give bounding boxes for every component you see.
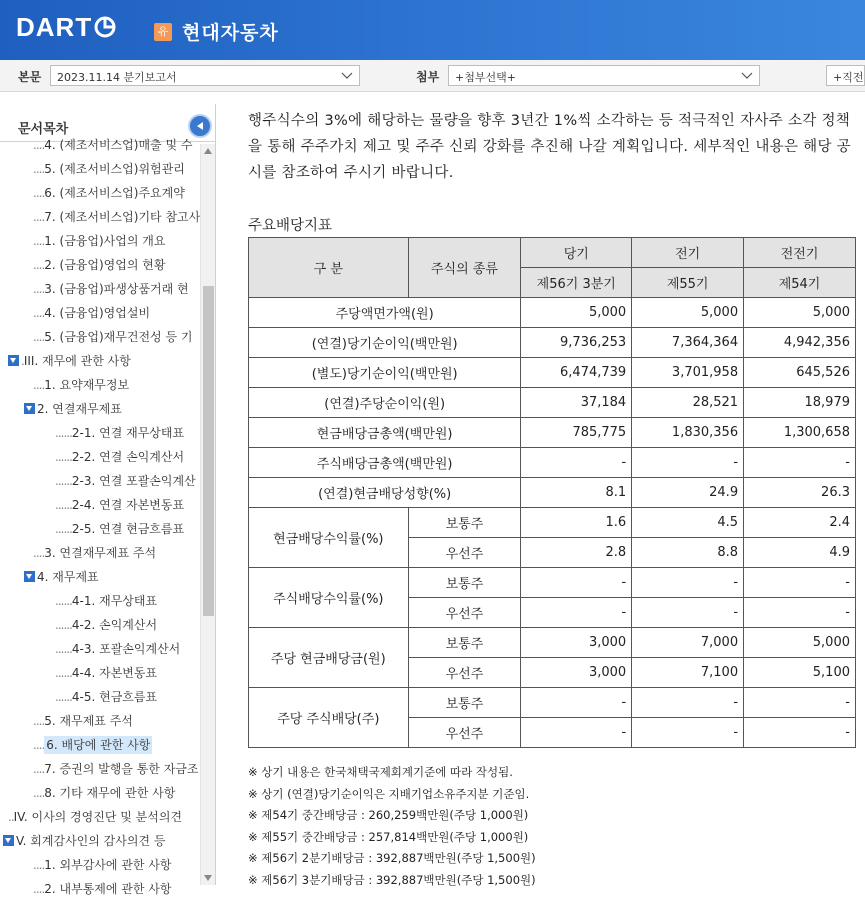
tree-connector: .... [33, 138, 45, 152]
table-cell: 26.3 [744, 478, 856, 508]
table-row [249, 628, 856, 658]
sidebar-item[interactable] [55, 662, 157, 684]
header-stock-type: 주식의 종류 [408, 238, 521, 298]
tree-connector: .... [33, 882, 45, 896]
table-cell: 1.6 [521, 508, 632, 538]
sidebar-item[interactable] [33, 326, 192, 348]
sidebar-item[interactable] [33, 710, 133, 732]
table-row [249, 508, 856, 538]
sidebar-item-label: 4. (제조서비스업)매출 및 수 [44, 138, 193, 152]
header-prev2-period: 제54기 [744, 268, 856, 298]
prior-report-value: +직전 [833, 71, 864, 84]
sidebar-item-label: 4. 재무제표 [37, 570, 99, 584]
note-line: ※ 상기 (연결)당기순이익은 지배기업소유주지분 기준임. [248, 786, 530, 801]
tree-connector: ...... [55, 594, 72, 608]
document-content [226, 104, 865, 885]
table-cell: - [744, 598, 856, 628]
note-line: ※ 제56기 2분기배당금 : 392,887백만원(주당 1,500원) [248, 851, 536, 865]
sidebar-item-label: 2-1. 연결 재무상태표 [71, 426, 185, 440]
sidebar-item-label: 2-4. 연결 자본변동표 [71, 498, 185, 512]
table-row [249, 298, 856, 328]
stock-type: 보통주 [408, 628, 521, 658]
table-cell: 18,979 [744, 388, 856, 418]
table-row [249, 328, 856, 358]
tree-connector: ...... [55, 666, 72, 680]
app-header [0, 0, 865, 60]
intro-paragraph: 행주식수의 3%에 해당하는 물량을 향후 3년간 1%씩 소각하는 등 적극적인 자사주 소각 정책을 통해 주주가치 제고 및 주주 신뢰 강화를 추진해 나갈 계획입니다. 세부적인 내용은 해당 공시를 참조하여 주시기 바랍니다. [248, 113, 851, 181]
sidebar-item[interactable] [55, 686, 157, 708]
tree-connector: ...... [55, 426, 72, 440]
table-cell: 5,000 [632, 298, 744, 328]
sidebar-item[interactable] [33, 278, 189, 300]
table-cell: - [521, 718, 632, 748]
table-cell: - [521, 448, 632, 478]
sidebar-item[interactable] [3, 830, 165, 852]
toc-title: 문서목차 [18, 122, 69, 137]
row-label: 주당액면가액(원) [249, 298, 521, 328]
tree-connector: .... [33, 714, 45, 728]
sidebar-item-label: 2. (금융업)영업의 현황 [44, 258, 166, 272]
header-current-period: 제56기 3분기 [521, 268, 632, 298]
tree-connector: .... [33, 330, 45, 344]
sidebar-item-label: 6. 배당에 관한 사항 [46, 738, 151, 752]
table-cell: - [744, 688, 856, 718]
toc-sidebar [0, 104, 216, 896]
table-cell: 3,000 [521, 658, 632, 688]
header-category: 구 분 [249, 238, 409, 298]
table-cell: 1,830,356 [632, 418, 744, 448]
row-label: 현금배당금총액(백만원) [249, 418, 521, 448]
table-row [249, 358, 856, 388]
sidebar-item-label: 3. 연결재무제표 주석 [44, 546, 157, 560]
sidebar-item[interactable] [33, 854, 172, 876]
tree-connector: .... [33, 162, 45, 176]
table-row [249, 688, 856, 718]
table-cell: - [632, 598, 744, 628]
sidebar-item[interactable] [33, 542, 156, 564]
sidebar-item-label: 7. (제조서비스업)기타 참고사 [44, 210, 201, 224]
sidebar-item-label: 5. 재무제표 주석 [44, 714, 133, 728]
table-cell: 5,100 [744, 658, 856, 688]
chevron-down-icon [341, 69, 353, 81]
attach-select-value: +첨부선택+ [455, 71, 516, 84]
sidebar-item[interactable] [33, 782, 175, 804]
table-row [249, 568, 856, 598]
table-row [249, 418, 856, 448]
table-cell: - [521, 688, 632, 718]
table-notes [248, 762, 536, 891]
main-doc-label: 본문 [18, 70, 42, 84]
tree-connector: .... [33, 738, 45, 752]
tree-connector: .... [33, 234, 45, 248]
table-cell: 8.8 [632, 538, 744, 568]
sidebar-item-label: 4-2. 손익계산서 [71, 618, 158, 632]
table-cell: 3,701,958 [632, 358, 744, 388]
note-line: ※ 제55기 중간배당금 : 257,814백만원(주당 1,000원) [248, 829, 529, 844]
sidebar-item[interactable] [8, 350, 131, 372]
sidebar-item[interactable] [33, 758, 199, 780]
table-cell: 6,474,739 [521, 358, 632, 388]
row-label: (별도)당기순이익(백만원) [249, 358, 521, 388]
sidebar-item-label: 8. 기타 재무에 관한 사항 [44, 786, 176, 800]
table-cell: - [744, 448, 856, 478]
table-cell: 4.5 [632, 508, 744, 538]
sidebar-item[interactable] [33, 734, 152, 756]
prior-report-select[interactable] [826, 65, 865, 86]
note-line: ※ 제56기 3분기배당금 : 392,887백만원(주당 1,500원) [248, 872, 536, 887]
sidebar-item[interactable] [33, 158, 185, 180]
note-line: ※ 제54기 중간배당금 : 260,259백만원(주당 1,000원) [248, 808, 529, 822]
tree-connector: .... [33, 210, 45, 224]
expand-toggle-icon[interactable] [24, 403, 35, 414]
tree-connector: .... [33, 306, 45, 320]
group-label: 현금배당수익률(%) [249, 508, 409, 568]
table-cell: 2.8 [521, 538, 632, 568]
table-cell: 2.4 [744, 508, 856, 538]
tree-connector: .... [33, 378, 45, 392]
sidebar-item-label: 4-4. 자본변동표 [71, 666, 158, 680]
table-cell: 4.9 [744, 538, 856, 568]
table-cell: 5,000 [744, 298, 856, 328]
sidebar-item[interactable] [33, 254, 165, 276]
header-prev: 전기 [632, 238, 744, 268]
sidebar-item-label: 2. 연결재무제표 [37, 402, 122, 416]
table-row [249, 388, 856, 418]
stock-type: 보통주 [408, 508, 521, 538]
expand-toggle-icon[interactable] [3, 835, 14, 846]
row-label: (연결)현금배당성향(%) [249, 478, 521, 508]
tree-connector: ...... [55, 498, 72, 512]
scroll-thumb[interactable] [203, 286, 214, 616]
tree-connector: .. [8, 810, 14, 824]
stock-type: 보통주 [408, 688, 521, 718]
sidebar-item[interactable] [55, 590, 157, 612]
expand-toggle-icon[interactable] [8, 355, 19, 366]
row-label: (연결)주당순이익(원) [249, 388, 521, 418]
tree-connector: ...... [55, 522, 72, 536]
dart-logo[interactable] [16, 12, 116, 42]
table-row [249, 478, 856, 508]
sidebar-item[interactable] [33, 182, 185, 204]
stock-type: 보통주 [408, 568, 521, 598]
sidebar-item-label: 2-3. 연결 포괄손익계산 [71, 474, 196, 488]
tree-connector: ...... [55, 690, 72, 704]
table-cell: 785,775 [521, 418, 632, 448]
table-cell: 8.1 [521, 478, 632, 508]
tree-connector: ...... [55, 642, 72, 656]
table-cell: 24.9 [632, 478, 744, 508]
sidebar-item-label: 5. (제조서비스업)위험관리 [44, 162, 185, 176]
table-cell: 7,100 [632, 658, 744, 688]
sidebar-item[interactable] [24, 398, 122, 420]
sidebar-item-label: 7. 증권의 발행을 통한 자금조 [44, 762, 199, 776]
sidebar-item-label: III. 재무에 관한 사항 [23, 354, 131, 368]
table-cell: 9,736,253 [521, 328, 632, 358]
sidebar-item[interactable] [33, 134, 192, 156]
toc-scrollbar[interactable] [200, 144, 215, 885]
header-current: 당기 [521, 238, 632, 268]
sidebar-item-label: IV. 이사의 경영진단 및 분석의견 [13, 810, 183, 824]
tree-connector: .... [33, 858, 45, 872]
table-cell: 7,364,364 [632, 328, 744, 358]
tree-connector: .... [33, 762, 45, 776]
group-label: 주당 현금배당금(원) [249, 628, 409, 688]
table-row [249, 448, 856, 478]
sidebar-item[interactable] [55, 614, 157, 636]
table-header-row [249, 238, 856, 268]
scroll-up-icon[interactable] [204, 148, 212, 154]
tree-connector: ...... [55, 618, 72, 632]
table-cell: 7,000 [632, 628, 744, 658]
sidebar-item-label: 4-1. 재무상태표 [71, 594, 158, 608]
tree-connector: .... [33, 258, 45, 272]
table-cell: - [521, 598, 632, 628]
sidebar-item-label: 4-5. 현금흐름표 [71, 690, 158, 704]
main-doc-select-value: 2023.11.14 분기보고서 [57, 71, 177, 84]
table-cell: 5,000 [521, 298, 632, 328]
note-line: ※ 상기 내용은 한국채택국제회계기준에 따라 작성됨. [248, 765, 513, 779]
table-cell: - [632, 448, 744, 478]
company-market-badge: 유 [154, 23, 172, 41]
stock-type: 우선주 [408, 718, 521, 748]
table-cell: - [521, 568, 632, 598]
toc-tree [0, 138, 201, 896]
table-cell: - [632, 568, 744, 598]
row-label: (연결)당기순이익(백만원) [249, 328, 521, 358]
document-toolbar [0, 60, 865, 92]
sidebar-item-label: V. 회계감사인의 감사의견 등 [16, 834, 166, 848]
row-label: 주식배당금총액(백만원) [249, 448, 521, 478]
sidebar-item-label: 3. (금융업)파생상품거래 현 [44, 282, 189, 296]
group-label: 주당 주식배당(주) [249, 688, 409, 748]
tree-connector: .... [33, 282, 45, 296]
logo-swirl-icon [94, 16, 116, 38]
table-cell: 37,184 [521, 388, 632, 418]
sidebar-item[interactable] [33, 302, 150, 324]
sidebar-item[interactable] [55, 470, 196, 492]
scroll-down-icon[interactable] [204, 875, 212, 881]
section-title: 주요배당지표 [248, 218, 333, 234]
table-cell: - [632, 688, 744, 718]
table-cell: 4,942,356 [744, 328, 856, 358]
dividend-table [248, 237, 856, 748]
attach-select[interactable] [448, 65, 760, 86]
table-cell: 1,300,658 [744, 418, 856, 448]
stock-type: 우선주 [408, 658, 521, 688]
sidebar-item[interactable] [33, 206, 200, 228]
table-cell: - [744, 568, 856, 598]
sidebar-item[interactable] [8, 806, 182, 828]
tree-connector: . [21, 354, 24, 368]
sidebar-item-label: 4-3. 포괄손익계산서 [71, 642, 181, 656]
sidebar-item[interactable] [55, 422, 184, 444]
header-prev2: 전전기 [744, 238, 856, 268]
expand-toggle-icon[interactable] [24, 571, 35, 582]
stock-type: 우선주 [408, 538, 521, 568]
sidebar-item[interactable] [33, 374, 129, 396]
table-cell: 28,521 [632, 388, 744, 418]
attach-label: 첨부 [416, 70, 440, 84]
company-title [154, 18, 279, 45]
chevron-down-icon [741, 69, 753, 81]
company-name: 현대자동차 [182, 22, 279, 44]
tree-connector: .... [33, 786, 45, 800]
table-cell: 5,000 [744, 628, 856, 658]
table-cell: - [744, 718, 856, 748]
sidebar-item-label: 4. (금융업)영업설비 [44, 306, 151, 320]
sidebar-item[interactable] [33, 230, 165, 252]
sidebar-item[interactable] [55, 494, 184, 516]
group-label: 주식배당수익률(%) [249, 568, 409, 628]
sidebar-item[interactable] [55, 638, 180, 660]
tree-connector: .... [33, 186, 45, 200]
sidebar-item-label: 5. (금융업)재무건전성 등 기 [44, 330, 193, 344]
tree-connector: ...... [55, 450, 72, 464]
sidebar-item-label: 2. 내부통제에 관한 사항 [44, 882, 172, 896]
sidebar-item-label: 6. (제조서비스업)주요계약 [44, 186, 185, 200]
sidebar-item-label: 1. (금융업)사업의 개요 [44, 234, 166, 248]
tree-connector: .... [33, 546, 45, 560]
sidebar-item[interactable] [33, 878, 172, 900]
sidebar-item-label: 2-2. 연결 손익계산서 [71, 450, 185, 464]
tree-connector: ...... [55, 474, 72, 488]
table-cell: 645,526 [744, 358, 856, 388]
sidebar-item[interactable] [55, 446, 184, 468]
header-prev-period: 제55기 [632, 268, 744, 298]
sidebar-item[interactable] [24, 566, 99, 588]
sidebar-item-label: 1. 요약재무정보 [44, 378, 130, 392]
stock-type: 우선주 [408, 598, 521, 628]
table-cell: - [632, 718, 744, 748]
sidebar-item-label: 1. 외부감사에 관한 사항 [44, 858, 172, 872]
sidebar-item[interactable] [55, 518, 184, 540]
sidebar-item-label: 2-5. 연결 현금흐름표 [71, 522, 185, 536]
main-doc-select[interactable] [50, 65, 360, 86]
logo-text: DART [16, 11, 93, 42]
table-cell: 3,000 [521, 628, 632, 658]
